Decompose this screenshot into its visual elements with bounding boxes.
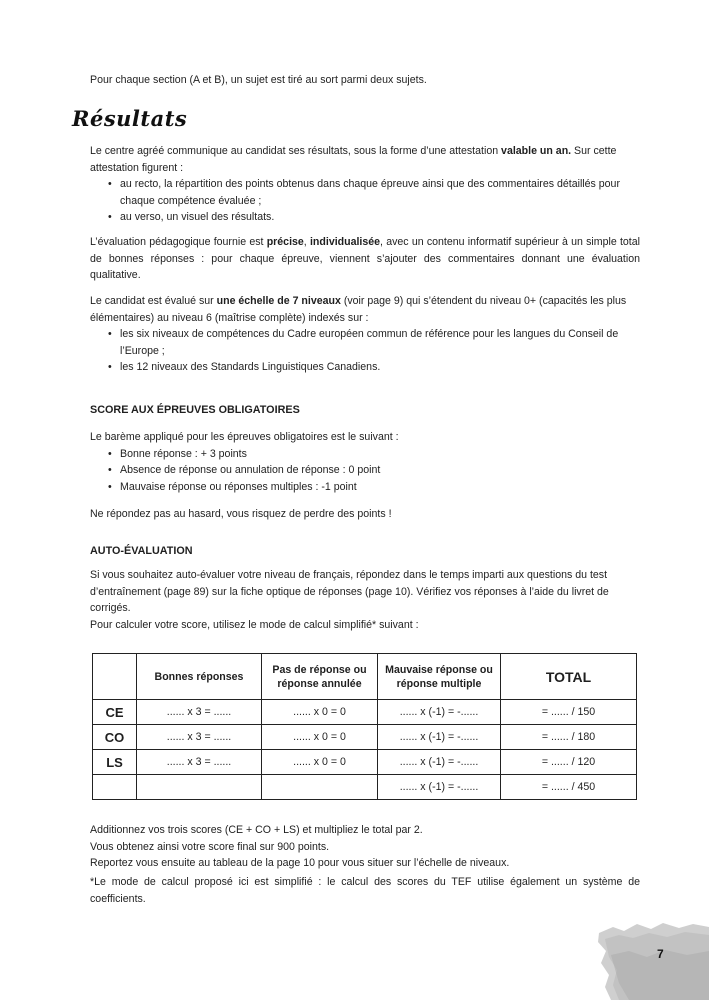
table-header-total: TOTAL [501, 654, 637, 700]
bareme-intro: Le barème appliqué pour les épreuves obligatoires est le suivant : [90, 431, 399, 443]
row-label-co: CO [93, 725, 137, 750]
p1-text-a: Le centre agréé communique au candidat ses résultats, sous la forme d’une attestation [90, 145, 502, 157]
table-row [93, 700, 637, 725]
p2-text-c: , [303, 236, 310, 248]
table-cell: ...... x 0 = 0 [262, 750, 378, 775]
table-cell: = ...... / 120 [501, 750, 637, 775]
p3-text-a: Le candidat est évalué sur [90, 295, 217, 307]
bareme-block [90, 429, 640, 495]
p3-text-c: (voir page 9) qui s’étendent du niveau 0+ (capacités les plus élémentaires) au niveau 6 (maîtrise complète) indexés sur : [90, 295, 627, 324]
p3-bold-scale: une échelle de 7 niveaux [216, 295, 341, 307]
resultats-paragraph-2 [90, 234, 640, 284]
table-row [93, 725, 637, 750]
table-cell: ...... x 3 = ...... [137, 750, 262, 775]
auto-paragraph-1: Si vous souhaitez auto-évaluer votre niveau de français, répondez dans le temps imparti aux questions du test d’entraînement (page 89) sur la fiche optique de réponses (page 10). Vérifiez vos réponses à l’aide du livret de corrigés. [90, 569, 609, 614]
list-item: • Mauvaise réponse ou réponses multiples : -1 point [90, 479, 640, 496]
score-table [92, 653, 637, 800]
table-cell: ...... x 3 = ...... [137, 725, 262, 750]
table-cell [137, 775, 262, 800]
after-table-text [90, 822, 640, 872]
table-header-no-answer: Pas de réponse ou réponse annulée [262, 654, 378, 700]
p2-text-a: L’évaluation pédagogique fournie est [90, 236, 267, 248]
table-cell: ...... x (-1) = -...... [378, 750, 501, 775]
table-header-correct: Bonnes réponses [137, 654, 262, 700]
p2-bold-individualisee: individualisée [309, 236, 381, 248]
table-cell: ...... x (-1) = -...... [378, 725, 501, 750]
resultats-paragraph-3 [90, 293, 640, 376]
table-cell: ...... x 3 = ...... [137, 700, 262, 725]
table-cell: ...... x (-1) = -...... [378, 700, 501, 725]
table-cell: ...... x (-1) = -...... [378, 775, 501, 800]
table-header-row [93, 654, 637, 700]
p1-bold-validity: valable un an. [501, 145, 572, 157]
warning-text: Ne répondez pas au hasard, vous risquez de perdre des points ! [90, 508, 392, 520]
table-cell: = ...... / 180 [501, 725, 637, 750]
table-header-empty [93, 654, 137, 700]
page-number: 7 [657, 947, 664, 961]
list-item: • Absence de réponse ou annulation de réponse : 0 point [90, 462, 640, 479]
score-heading: SCORE AUX ÉPREUVES OBLIGATOIRES [90, 404, 300, 416]
p2-text-e: , avec un contenu informatif supérieur à un simple total de bonnes réponses : pour chaque épreuve, viennent s’ajouter des commentaires donnant une évaluation qualitative. [90, 236, 640, 281]
after-line: Additionnez vos trois scores (CE + CO + LS) et multipliez le total par 2. [90, 824, 423, 836]
torn-paper-corner [589, 915, 709, 1000]
p2-bold-precise: précise [266, 236, 304, 248]
p1-bullet-list [90, 176, 640, 226]
p1-text-c: Sur cette attestation figurent : [90, 145, 617, 174]
list-item: • les 12 niveaux des Standards Linguistiques Canadiens. [90, 359, 640, 376]
table-row [93, 775, 637, 800]
resultats-paragraph-1 [90, 143, 640, 226]
auto-evaluation-text [90, 567, 640, 633]
auto-paragraph-2: Pour calculer votre score, utilisez le mode de calcul simplifié* suivant : [90, 618, 419, 631]
table-cell: ...... x 0 = 0 [262, 700, 378, 725]
table-cell [93, 775, 137, 800]
table-row [93, 750, 637, 775]
table-cell: = ...... / 150 [501, 700, 637, 725]
list-item: • au recto, la répartition des points obtenus dans chaque épreuve ainsi que des commentaires détaillés pour chaque compétence évaluée ; [90, 176, 640, 209]
row-label-ce: CE [93, 700, 137, 725]
table-header-wrong: Mauvaise réponse ou réponse multiple [378, 654, 501, 700]
section-heading-resultats: Résultats [72, 106, 188, 131]
bareme-list [90, 446, 640, 496]
after-line: Reportez vous ensuite au tableau de la page 10 pour vous situer sur l’échelle de niveaux. [90, 857, 510, 869]
list-item: • Bonne réponse : + 3 points [90, 446, 640, 463]
footnote [90, 874, 640, 907]
after-line: Vous obtenez ainsi votre score final sur 900 points. [90, 840, 330, 853]
list-item: • au verso, un visuel des résultats. [90, 209, 640, 226]
table-cell [262, 775, 378, 800]
row-label-ls: LS [93, 750, 137, 775]
table-cell: = ...... / 450 [501, 775, 637, 800]
table-cell: ...... x 0 = 0 [262, 725, 378, 750]
list-item: • les six niveaux de compétences du Cadre européen commun de référence pour les langues du Conseil de l’Europe ; [90, 326, 640, 359]
auto-evaluation-heading: AUTO-ÉVALUATION [90, 545, 193, 557]
p3-bullet-list [90, 326, 640, 376]
footnote-text: *Le mode de calcul proposé ici est simplifié : le calcul des scores du TEF utilise également un système de coefficients. [90, 876, 640, 905]
intro-text: Pour chaque section (A et B), un sujet est tiré au sort parmi deux sujets. [90, 74, 427, 86]
